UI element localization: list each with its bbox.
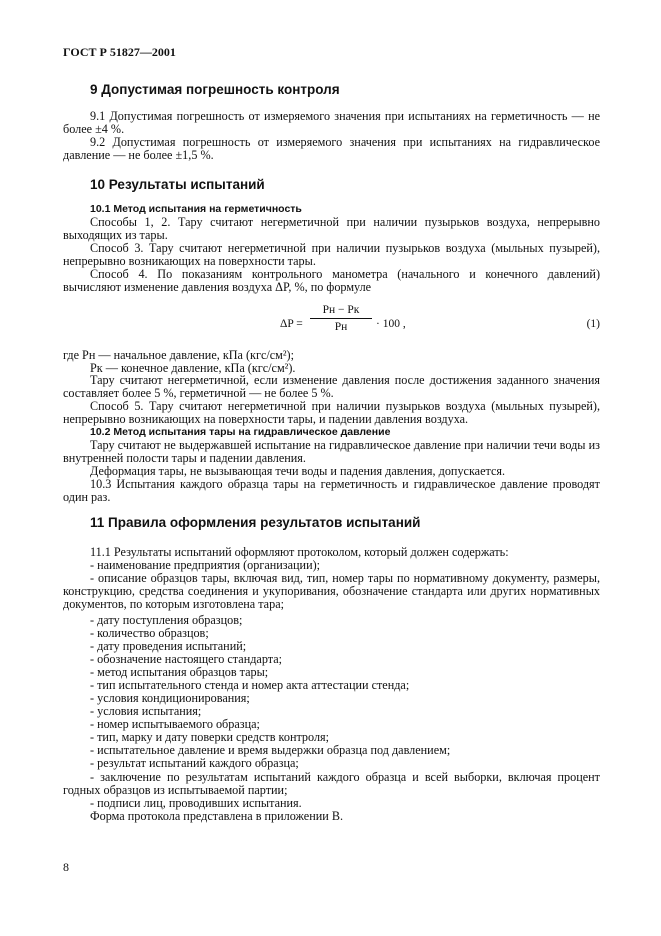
- paragraph-10-3: 10.3 Испытания каждого образца тары на герметичность и гидравлическое давление проводят один раз.: [63, 477, 600, 505]
- where-final-pressure: Pк — конечное давление, кПа (кгс/см²).: [90, 361, 296, 375]
- list-item: - результат испытаний каждого образца;: [90, 756, 299, 770]
- paragraph-9-2: 9.2 Допустимая погрешность от измеряемого значения при испытаниях на гидравлическое давление — не более ±1,5 %.: [63, 135, 600, 163]
- paragraph-method-3: Способ 3. Тару считают негерметичной при наличии пузырьков воздуха (мыльных пузырей), непрерывно возникающих на поверхности тары.: [63, 241, 600, 269]
- paragraph-hydraulic-fail: Тару считают не выдержавшей испытание на гидравлическое давление при наличии течи воды из внутренней полости тары и падении давления.: [63, 438, 600, 466]
- formula-fraction: [310, 304, 372, 333]
- list-item: - дату проведения испытаний;: [90, 639, 247, 653]
- list-item: - дату поступления образцов;: [90, 613, 243, 627]
- list-item: - тип, марку и дату поверки средств контроля;: [90, 730, 330, 744]
- list-item: - метод испытания образцов тары;: [90, 665, 269, 679]
- list-item: - тип испытательного стенда и номер акта аттестации стенда;: [90, 678, 410, 692]
- list-item: - испытательное давление и время выдержки образца под давлением;: [90, 743, 451, 757]
- paragraph-method-4: Способ 4. По показаниям контрольного манометра (начального и конечного давлений) вычисляют изменение давления воздуха ΔP, %, по формуле: [63, 267, 600, 295]
- paragraph-method-5: Способ 5. Тару считают негерметичной при наличии пузырьков воздуха (мыльных пузырей), непрерывно возникающих на поверхности тары, и падении давления воздуха.: [63, 399, 600, 427]
- formula-numerator: Pн − Pк: [310, 304, 372, 319]
- subsection-10-1-heading: 10.1 Метод испытания на герметичность: [90, 203, 302, 215]
- section-9-heading: 9 Допустимая погрешность контроля: [90, 82, 340, 97]
- list-item-description: - описание образцов тары, включая вид, тип, номер тары по нормативному документу, размеры, конструкцию, средства соединения и укупоривания, обозначение стандарта или других нормативных документов, по которым изготовлена тара;: [63, 571, 600, 612]
- subsection-10-2-heading: 10.2 Метод испытания тары на гидравлическое давление: [90, 426, 391, 438]
- equation-number: (1): [586, 318, 600, 330]
- paragraph-9-1: 9.1 Допустимая погрешность от измеряемого значения при испытаниях на герметичность — не более ±4 %.: [63, 109, 600, 137]
- list-item: - наименование предприятия (организации);: [90, 558, 321, 572]
- list-item: - условия кондиционирования;: [90, 691, 250, 705]
- paragraph-leak-criteria: Тару считают негерметичной, если изменение давления после достижения заданного значения составляет более 5 %, герметичной — не более 5 %.: [63, 373, 600, 401]
- appendix-reference: Форма протокола представлена в приложении В.: [90, 809, 343, 823]
- section-11-heading: 11 Правила оформления результатов испытаний: [90, 515, 421, 530]
- page-number: 8: [63, 860, 69, 874]
- paragraph-methods-1-2: Способы 1, 2. Тару считают негерметичной при наличии пузырьков воздуха, непрерывно выходящих из тары.: [63, 215, 600, 243]
- paragraph-11-1: 11.1 Результаты испытаний оформляют протоколом, который должен содержать:: [90, 545, 509, 559]
- list-item-conclusion: - заключение по результатам испытаний каждого образца и всей выборки, включая процент годных образцов из испытываемой партии;: [63, 770, 600, 798]
- list-item: - обозначение настоящего стандарта;: [90, 652, 283, 666]
- formula-denominator: Pн: [334, 321, 348, 333]
- paragraph-deformation: Деформация тары, не вызывающая течи воды и падения давления, допускается.: [90, 464, 506, 478]
- formula-rest: · 100 ,: [376, 318, 406, 330]
- where-initial-pressure: где Pн — начальное давление, кПа (кгс/см²);: [63, 348, 294, 362]
- section-10-heading: 10 Результаты испытаний: [90, 177, 265, 192]
- list-item: - количество образцов;: [90, 626, 209, 640]
- standard-header: ГОСТ Р 51827—2001: [63, 45, 176, 59]
- formula-lhs: ΔP =: [280, 318, 303, 330]
- list-item: - номер испытываемого образца;: [90, 717, 260, 731]
- formula-1: [280, 304, 600, 346]
- list-item-signatures: - подписи лиц, проводивших испытания.: [90, 796, 302, 810]
- list-item: - условия испытания;: [90, 704, 202, 718]
